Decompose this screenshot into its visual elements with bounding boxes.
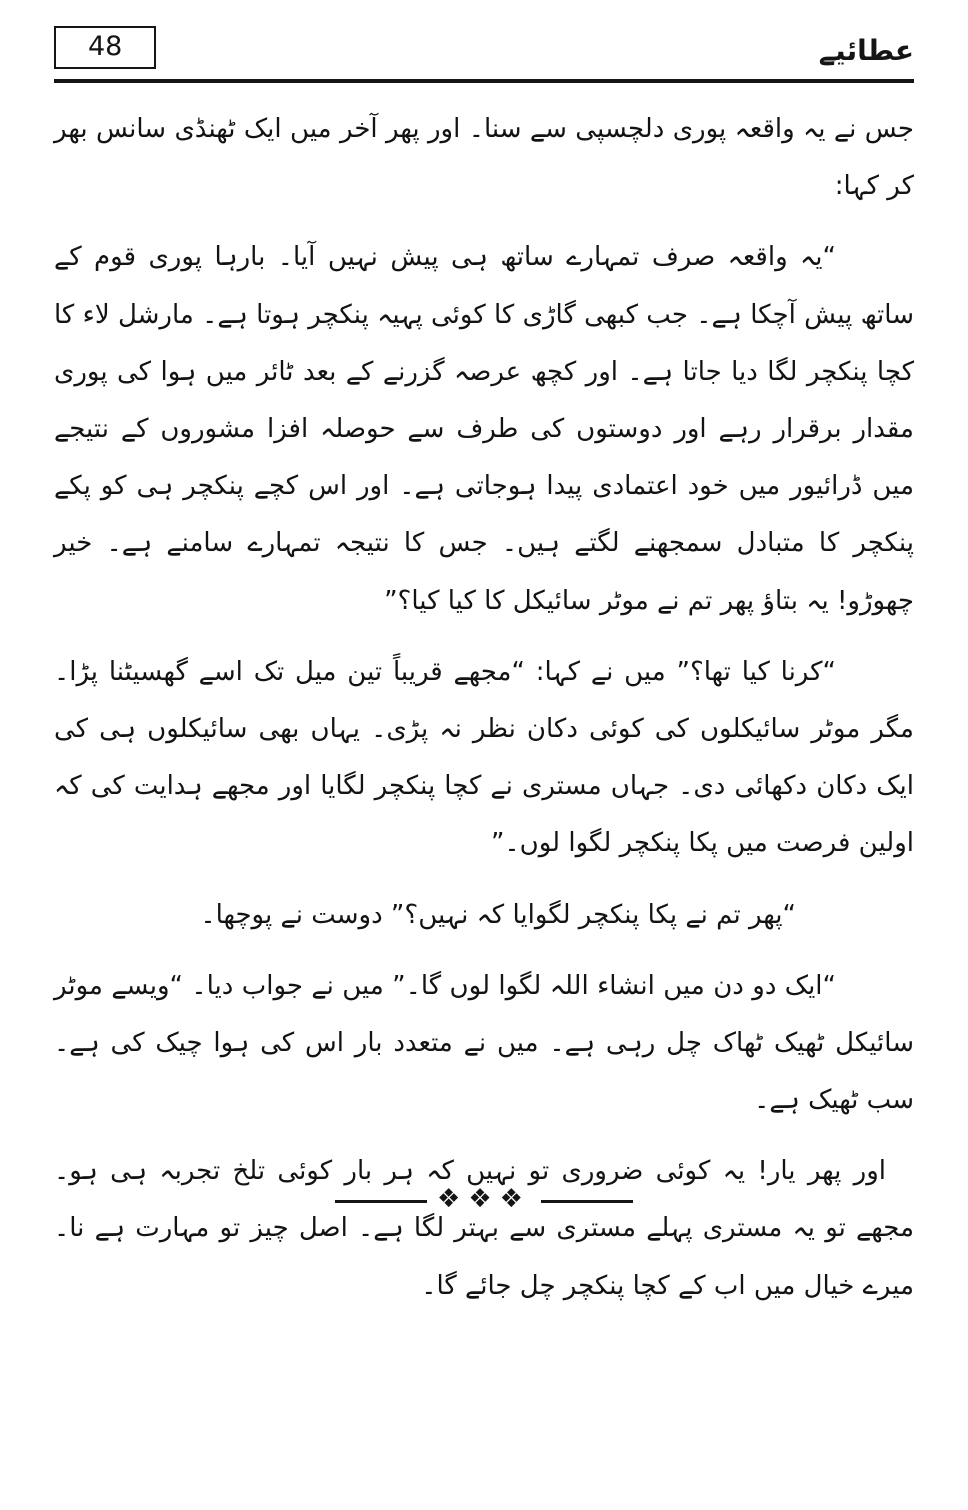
diamond-ornament-icon: ❖❖❖: [437, 1184, 531, 1214]
paragraph: “کرنا کیا تھا؟” میں نے کہا: “مجھے قریباً تین میل تک اسے گھسیٹنا پڑا۔ مگر موٹر سائیکلوں کی کوئی دکان نظر نہ پڑی۔ یہاں بھی سائیکلوں ہی کی ایک دکان دکھائی دی۔ جہاں مستری نے کچا پنکچر لگایا اور مجھے ہدایت کی کہ اولین فرصت میں پکا پنکچر لگوا لوں۔”: [54, 656, 914, 859]
divider-line-right: [541, 1200, 633, 1203]
paragraph: “پھر تم نے پکا پنکچر لگوایا کہ نہیں؟” دوست نے پوچھا۔: [200, 899, 796, 930]
section-end-divider: [0, 1184, 968, 1214]
paragraph: “ایک دو دن میں انشاء اللہ لگوا لوں گا۔” میں نے جواب دیا۔ “ویسے موٹر سائیکل ٹھیک ٹھاک چل رہی ہے۔ میں نے متعدد بار اس کی ہوا چیک کی ہے۔ سب ٹھیک ہے۔: [54, 970, 914, 1116]
paragraph: اور پھر یار! یہ کوئی ضروری تو نہیں کہ ہر بار کوئی تلخ تجربہ ہی ہو۔ مجھے تو یہ مستری پہلے مستری سے بہتر لگا ہے۔ اصل چیز تو مہارت ہے نا۔ میرے خیال میں اب کے کچا پنکچر چل جائے گا۔: [54, 1156, 914, 1301]
divider-line-left: [335, 1200, 427, 1203]
paragraph: جس نے یہ واقعہ پوری دلچسپی سے سنا۔ اور پھر آخر میں ایک ٹھنڈی سانس بھر کر کہا:: [54, 114, 914, 202]
paragraph: “یہ واقعہ صرف تمہارے ساتھ ہی پیش نہیں آیا۔ بارہا پوری قوم کے ساتھ پیش آچکا ہے۔ جب کبھی گاڑی کا کوئی پہیہ پنکچر ہوتا ہے۔ مارشل لاء کا کچا پنکچر لگا دیا جاتا ہے۔ اور کچھ عرصہ گزرنے کے بعد ٹائر میں ہوا کی پوری مقدار برقرار رہے اور دوستوں کی طرف سے حوصلہ افزا مشوروں کے نتیجے میں ڈرائیور میں خود اعتمادی پیدا ہوجاتی ہے۔ اور اس کچے پنکچر ہی کو پکے پنکچر کا متبادل سمجھنے لگتے ہیں۔ جس کا نتیجہ تمہارے سامنے ہے۔ خیر چھوڑو! یہ بتاؤ پھر تم نے موٹر سائیکل کا کیا کیا؟”: [54, 242, 914, 616]
page-number: 48: [54, 26, 156, 69]
page-content: [54, 101, 914, 1315]
page-title: عطائیے: [818, 34, 914, 68]
page-header: [54, 26, 914, 83]
